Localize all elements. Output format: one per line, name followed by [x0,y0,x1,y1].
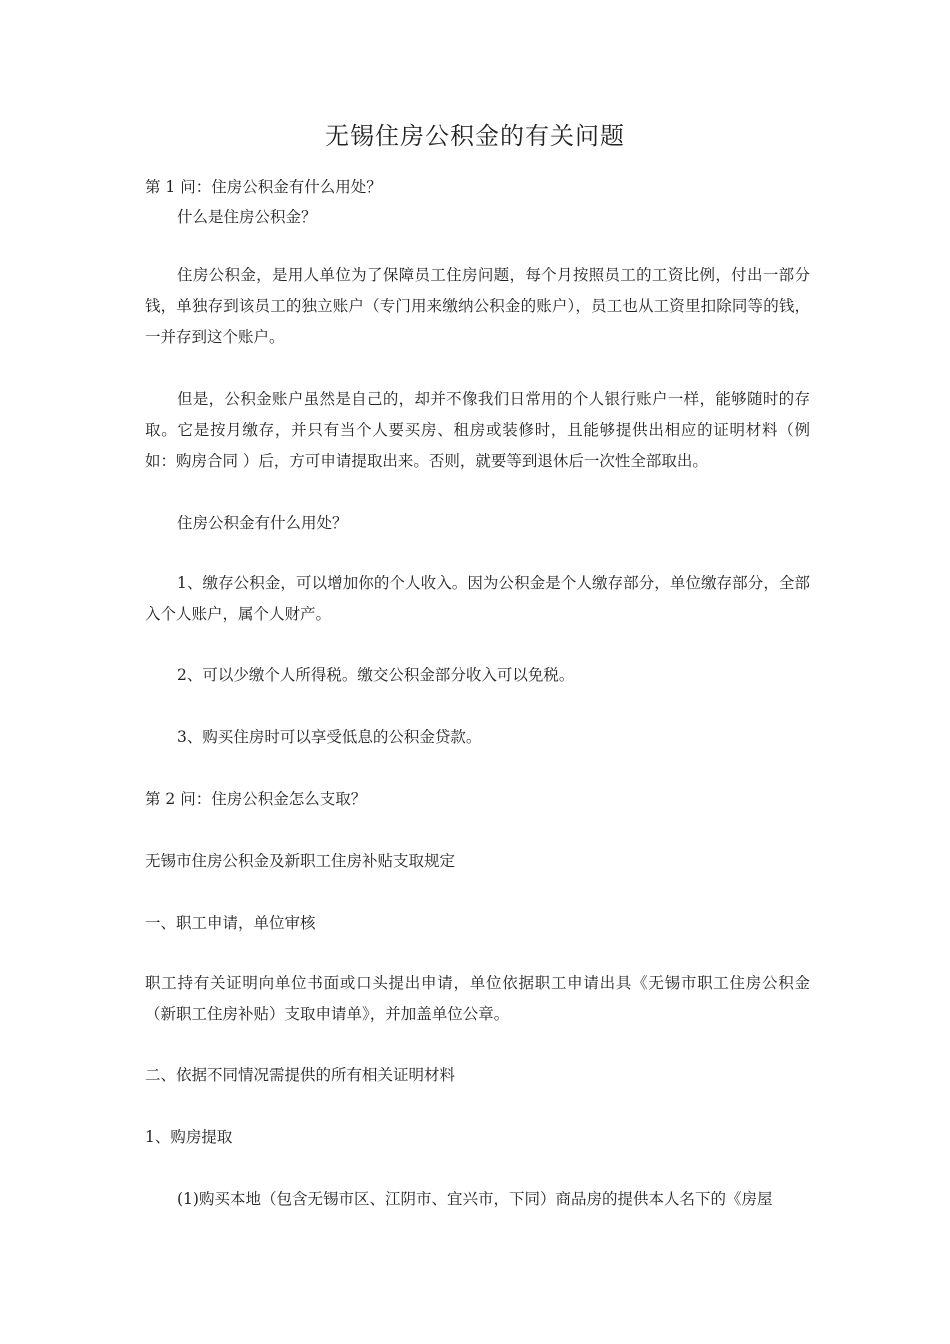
use-item-2: 2、可以少缴个人所得税。缴交公积金部分收入可以免税。 [177,666,575,684]
use-item-3: 3、购买住房时可以享受低息的公积金贷款。 [177,728,482,746]
question-2-heading: 第 2 问：住房公积金怎么支取？ [145,790,367,808]
regulation-title: 无锡市住房公积金及新职工住房补贴支取规定 [145,852,456,870]
section-1-heading: 一、职工申请，单位审核 [145,914,316,932]
section-2-heading: 二、依据不同情况需提供的所有相关证明材料 [145,1066,456,1084]
document-title: 无锡住房公积金的有关问题 [325,122,625,150]
item-1-heading: 1、购房提取 [145,1128,233,1146]
question-1-heading: 第 1 问：住房公积金有什么用处？ [145,178,382,196]
paragraph-definition: 住房公积金，是用人单位为了保障员工住房问题，每个月按照员工的工资比例，付出一部分钱，单独存到该员工的独立账户（专门用来缴纳公积金的账户），员工也从工资里扣除同等的钱，一并存到这个账户。 [145,266,810,346]
section-1-body: 职工持有关证明向单位书面或口头提出申请，单位依据职工申请出具《无锡市职工住房公积金（新职工住房补贴）支取申请单》，并加盖单位公章。 [145,974,810,1023]
paragraph-account-explanation: 但是，公积金账户虽然是自己的，却并不像我们日常用的个人银行账户一样，能够随时的存取。它是按月缴存，并只有当个人要买房、租房或装修时，且能够提供出相应的证明材料（例如：购房合同 ）后，方可申请提取出来。否则，就要等到退休后一次性全部取出。 [145,390,810,470]
question-1-subheading: 什么是住房公积金？ [177,208,317,226]
use-item-1: 1、缴存公积金，可以增加你的个人收入。因为公积金是个人缴存部分，单位缴存部分，全部入个人账户，属个人财产。 [145,574,810,623]
uses-heading: 住房公积金有什么用处？ [177,514,348,532]
item-1-subitem: (1)购买本地（包含无锡市区、江阴市、宜兴市，下同）商品房的提供本人名下的《房屋 [177,1190,773,1208]
